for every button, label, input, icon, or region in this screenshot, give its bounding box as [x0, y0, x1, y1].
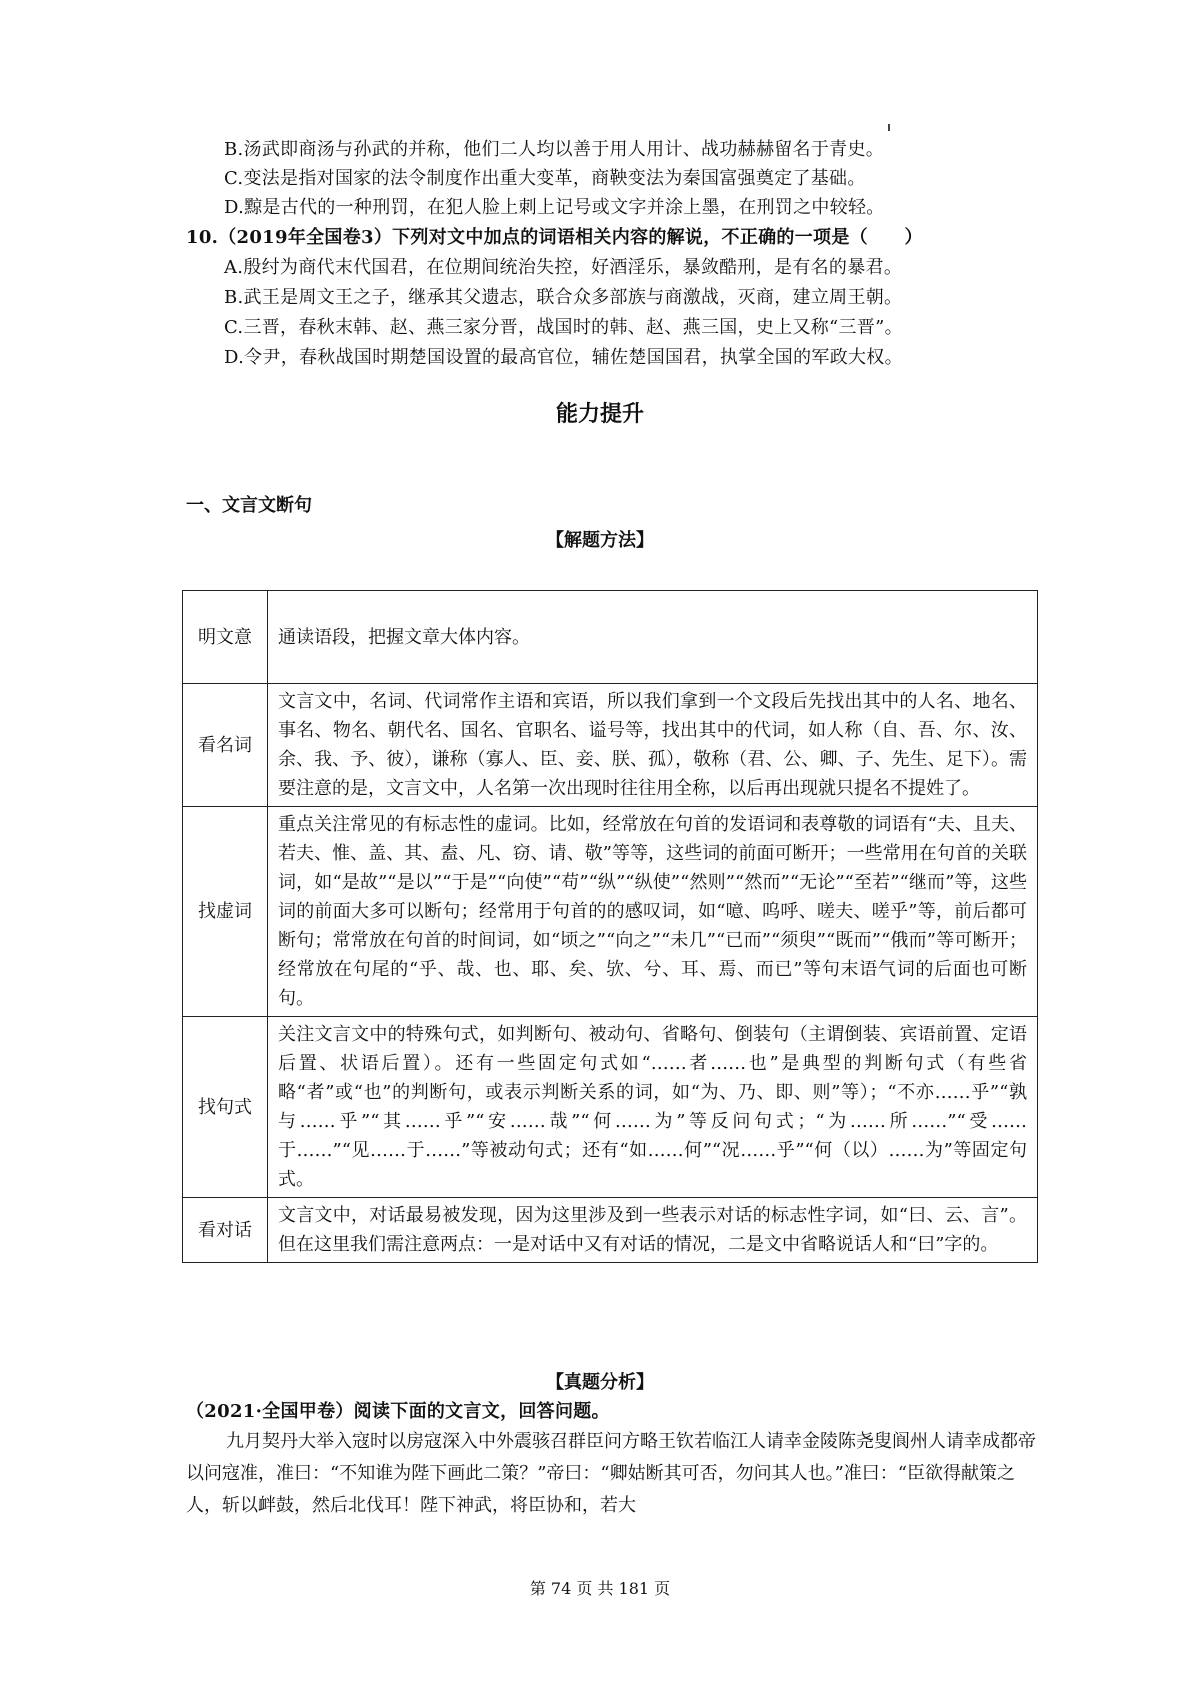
margin-mark: [888, 124, 890, 131]
table-row: [183, 1017, 1038, 1198]
row-head: 明文意: [183, 591, 268, 684]
q10-stem: 10.（2019年全国卷3）下列对文中加点的词语相关内容的解说，不正确的一项是（ ）: [186, 227, 923, 248]
passage-text: 九月契丹大举入寇时以房寇深入中外震骇召群臣问方略王钦若临江人请幸金陵陈尧叟阆州人请幸成都帝以问寇准，准曰：“不知谁为陛下画此二策？”帝曰：“卿姑断其可否，勿问其人也。”准曰：“臣欲得献策之人，斩以衅鼓，然后北伐耳！陛下神武，将臣协和，若大: [186, 1431, 1036, 1516]
subsection-heading: 一、文言文断句: [186, 495, 312, 516]
q10-option-d: D.令尹，春秋战国时期楚国设置的最高官位，辅佐楚国国君，执掌全国的军政大权。: [224, 347, 903, 368]
method-table: [182, 590, 1038, 1263]
q9-option-c: C.变法是指对国家的法令制度作出重大变革，商鞅变法为秦国富强奠定了基础。: [224, 168, 866, 189]
row-head: 找句式: [183, 1017, 268, 1198]
q10-option-b: B.武王是周文王之子，继承其父遗志，联合众多部族与商激战，灭商，建立周王朝。: [224, 287, 903, 308]
page-footer: 第 74 页 共 181 页: [529, 1579, 671, 1598]
row-body: 重点关注常见的有标志性的虚词。比如，经常放在句首的发语词和表尊敬的词语有“夫、且夫、若夫、惟、盖、其、盍、凡、窃、请、敬”等等，这些词的前面可断开；一些常用在句首的关联词，如“是故”“是以”“于是”“向使”“苟”“纵”“纵使”“然则”“然而”“无论”“至若”“继而”等，这些词的前面大多可以断句；经常用于句首的的感叹词，如“噫、呜呼、嗟夫、嗟乎”等，前后都可断句；常常放在句首的时间词，如“顷之”“向之”“未几”“已而”“须臾”“既而”“俄而”等可断开；经常放在句尾的“乎、哉、也、耶、矣、欤、兮、耳、焉、而已”等句末语气词的后面也可断句。: [268, 807, 1038, 1017]
method-title: 【解题方法】: [546, 530, 654, 551]
row-body: 文言文中，名词、代词常作主语和宾语，所以我们拿到一个文段后先找出其中的人名、地名、事名、物名、朝代名、国名、官职名、谥号等，找出其中的代词，如人称（自、吾、尔、汝、余、我、予、彼），谦称（寡人、臣、妾、朕、孤），敬称（君、公、卿、子、先生、足下）。需要注意的是，文言文中，人名第一次出现时往往用全称，以后再出现就只提名不提姓了。: [268, 684, 1038, 807]
row-body: 文言文中，对话最易被发现，因为这里涉及到一些表示对话的标志性字词，如“曰、云、言”。但在这里我们需注意两点：一是对话中又有对话的情况，二是文中省略说话人和“曰”字的。: [268, 1198, 1038, 1263]
table-row: [183, 684, 1038, 807]
analysis-title: 【真题分析】: [546, 1372, 654, 1393]
table-row: [183, 591, 1038, 684]
q9-option-d: D.黥是古代的一种刑罚，在犯人脸上刺上记号或文字并涂上墨，在刑罚之中较轻。: [224, 197, 885, 218]
row-body: 关注文言文中的特殊句式，如判断句、被动句、省略句、倒装句（主谓倒装、宾语前置、定语后置、状语后置）。还有一些固定句式如“……者……也”是典型的判断句式（有些省略“者”或“也”的判断句，或表示判断关系的词，如“为、乃、即、则”等）；“不亦……乎”“孰与……乎”“其……乎”“安……哉”“何……为”等反问句式；“为……所……”“受……于……”“见……于……”等被动句式；还有“如……何”“况……乎”“何（以）……为”等固定句式。: [268, 1017, 1038, 1198]
exam-intro: （2021·全国甲卷）阅读下面的文言文，回答问题。: [186, 1401, 610, 1422]
table-row: [183, 807, 1038, 1017]
q9-option-b: B.汤武即商汤与孙武的并称，他们二人均以善于用人用计、战功赫赫留名于青史。: [224, 139, 885, 160]
row-head: 看对话: [183, 1198, 268, 1263]
row-head: 找虚词: [183, 807, 268, 1017]
section-title: 能力提升: [555, 401, 644, 427]
row-body: 通读语段，把握文章大体内容。: [268, 591, 1038, 684]
q10-option-c: C.三晋，春秋末韩、赵、燕三家分晋，战国时的韩、赵、燕三国，史上又称“三晋”。: [224, 317, 903, 338]
q10-option-a: A.殷纣为商代末代国君，在位期间统治失控，好酒淫乐，暴敛酷刑，是有名的暴君。: [224, 257, 903, 278]
row-head: 看名词: [183, 684, 268, 807]
table-row: [183, 1198, 1038, 1263]
